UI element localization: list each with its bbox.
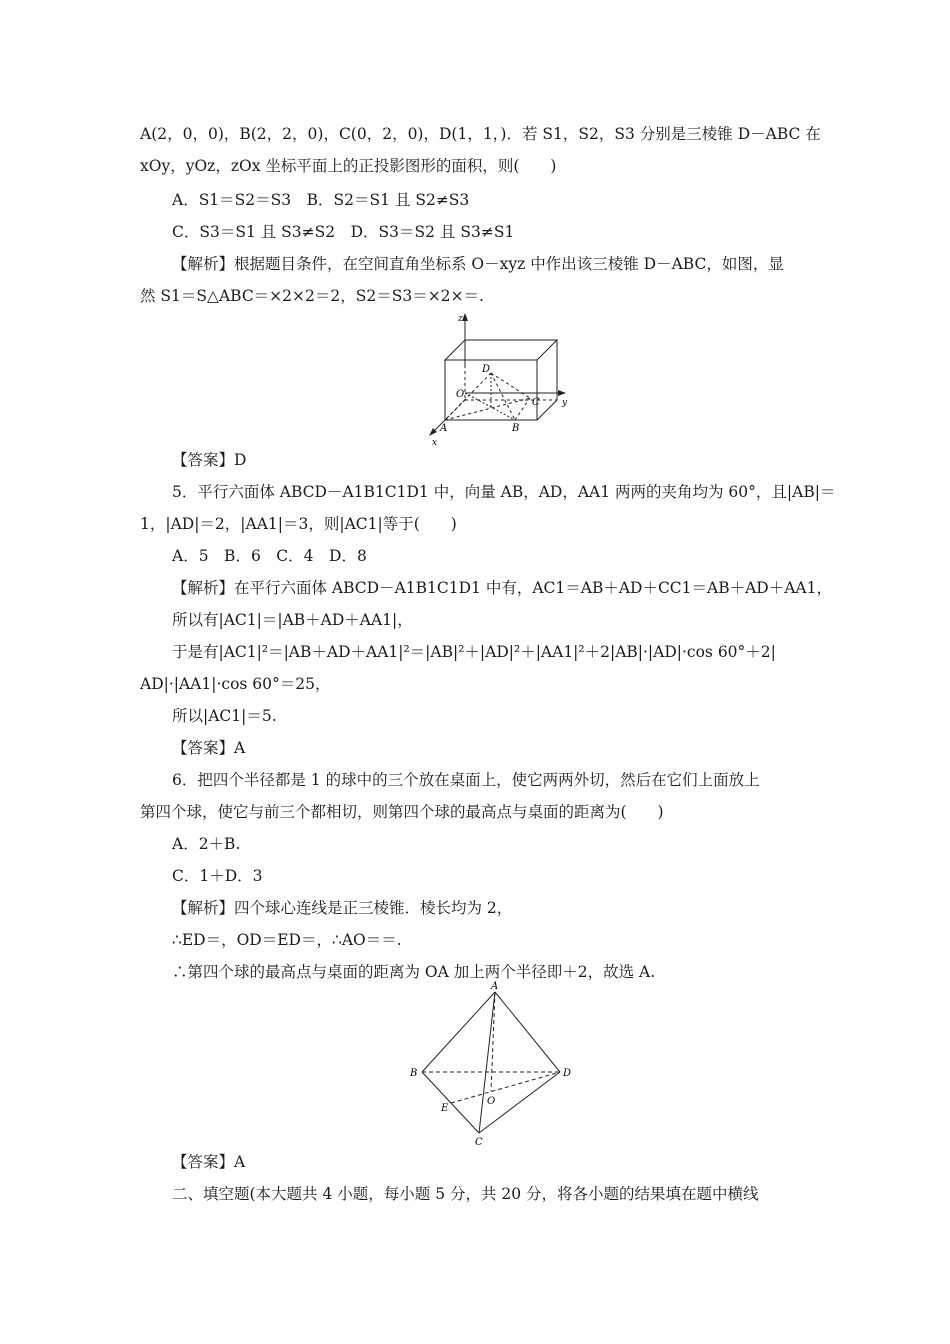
label-O: O bbox=[487, 1096, 496, 1107]
option-line: A．5 B．6 C．4 D．8 bbox=[172, 547, 367, 565]
text-line: 1，|AD|＝2，|AA1|＝3，则|AC1|等于( ) bbox=[140, 515, 457, 533]
text-line: A(2，0，0)，B(2，2，0)，C(0，2，0)，D(1，1，)．若 S1，S2，S3 分别是三棱锥 D－ABC 在 bbox=[140, 125, 821, 143]
option-line: C．S3＝S1 且 S3≠S2 D．S3＝S2 且 S3≠S1 bbox=[172, 223, 515, 241]
text-line: ∴ED＝，OD＝ED＝，∴AO＝＝. bbox=[172, 931, 402, 949]
answer-line: 【答案】D bbox=[172, 451, 247, 469]
text-line: ∴第四个球的最高点与桌面的距离为 OA 加上两个半径即＋2，故选 A. bbox=[172, 963, 656, 981]
answer-line: 【答案】A bbox=[172, 739, 246, 757]
text-line: AD|·|AA1|·cos 60°＝25， bbox=[140, 675, 331, 693]
label-x: x bbox=[432, 438, 438, 445]
question-line: 5．平行六面体 ABCD－A1B1C1D1 中，向量 AB，AD，AA1 两两的夹角均为 60°，且|AB|＝ bbox=[172, 483, 836, 501]
label-D: D bbox=[482, 364, 491, 375]
label-C: C bbox=[475, 1137, 483, 1148]
cube-coordinate-figure bbox=[420, 305, 570, 445]
question-line: 6．把四个半径都是 1 的球中的三个放在桌面上，使它两两外切，然后在它们上面放上 bbox=[172, 771, 760, 789]
text-line: 于是有|AC1|²＝|AB＋AD＋AA1|²＝|AB|²＋|AD|²＋|AA1|²＋2|AB|·|AD|·cos 60°＋2| bbox=[172, 643, 776, 661]
analysis-line: 【解析】四个球心连线是正三棱锥．棱长均为 2， bbox=[172, 899, 513, 917]
text-line: 然 S1＝S△ABC＝×2×2＝2，S2＝S3＝×2×＝. bbox=[140, 287, 484, 305]
label-B: B bbox=[410, 1068, 418, 1079]
option-line: A．2＋B. bbox=[172, 835, 241, 853]
text-line: 所以|AC1|＝5. bbox=[172, 707, 277, 725]
answer-line: 【答案】A bbox=[172, 1153, 246, 1171]
label-O: O bbox=[456, 389, 465, 400]
text-line: 第四个球，使它与前三个都相切，则第四个球的最高点与桌面的距离为( ) bbox=[140, 803, 664, 821]
label-y: y bbox=[562, 398, 568, 408]
text-line: xOy，yOz，zOx 坐标平面上的正投影图形的面积，则( ) bbox=[140, 157, 557, 175]
label-z: z bbox=[458, 314, 463, 324]
text-line: 所以有|AC1|＝|AB＋AD＋AA1|， bbox=[172, 611, 413, 629]
label-A: A bbox=[440, 423, 448, 434]
section-heading: 二、填空题(本大题共 4 小题，每小题 5 分，共 20 分，将各小题的结果填在题中横线 bbox=[172, 1185, 759, 1203]
option-line: A．S1＝S2＝S3 B．S2＝S1 且 S2≠S3 bbox=[172, 191, 470, 209]
label-B: B bbox=[512, 423, 520, 434]
analysis-line: 【解析】根据题目条件，在空间直角坐标系 O－xyz 中作出该三棱锥 D－ABC，如图，显 bbox=[172, 255, 784, 273]
label-E: E bbox=[441, 1103, 449, 1114]
tetrahedron-figure bbox=[405, 980, 585, 1150]
label-A: A bbox=[491, 981, 499, 992]
label-C: C bbox=[532, 397, 540, 408]
analysis-line: 【解析】在平行六面体 ABCD－A1B1C1D1 中有，AC1＝AB＋AD＋CC1＝AB＋AD＋AA1， bbox=[172, 579, 832, 597]
label-D: D bbox=[563, 1068, 572, 1079]
option-line: C．1＋D．3 bbox=[172, 867, 263, 885]
